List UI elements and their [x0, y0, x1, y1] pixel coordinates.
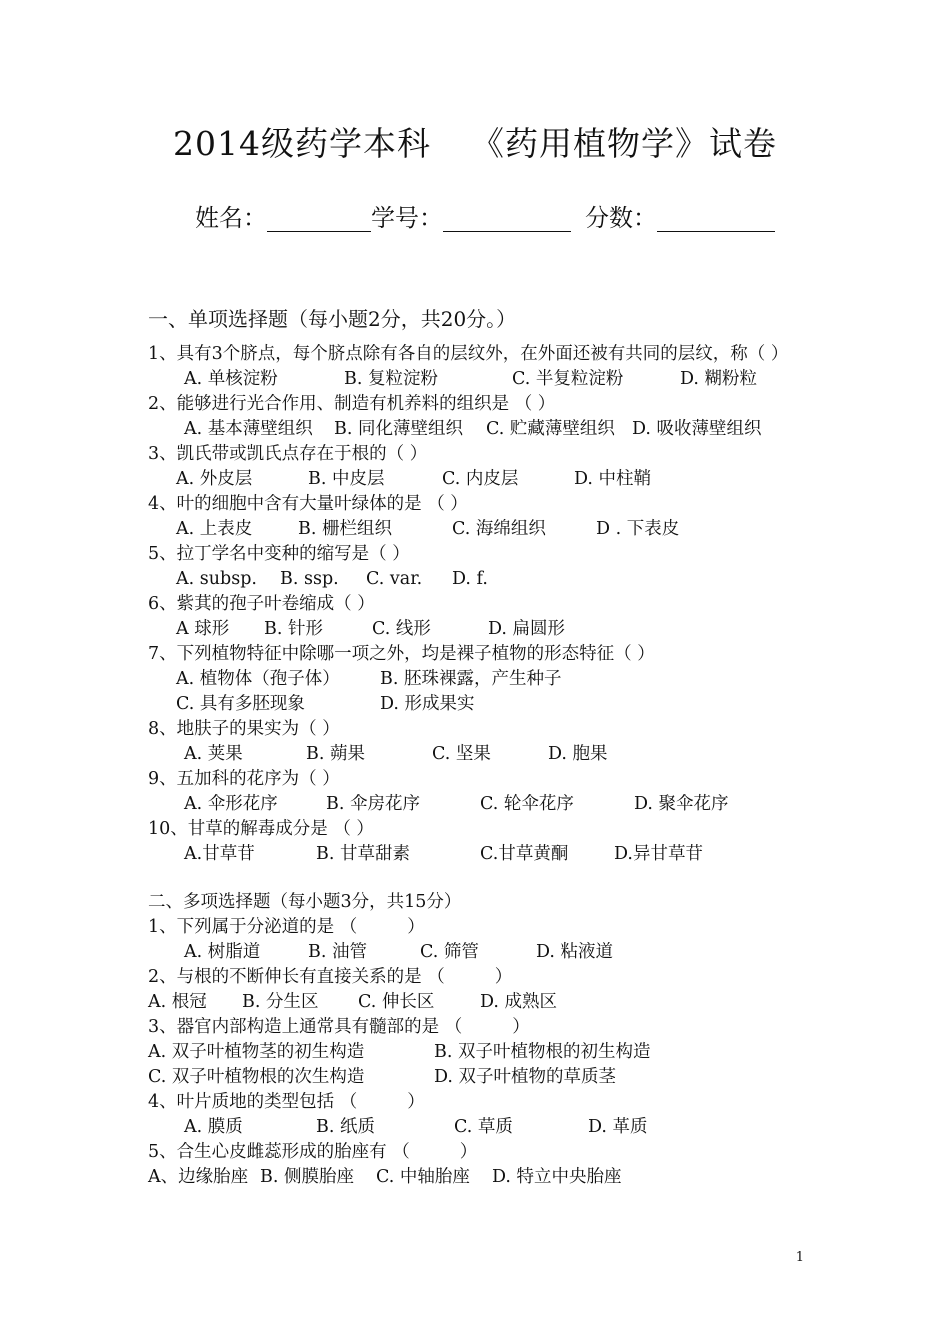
score-blank[interactable] — [657, 207, 775, 232]
option-d: D. 双子叶植物的草质茎 — [434, 1067, 617, 1087]
question-options — [176, 517, 788, 542]
option-b: B. 胚珠裸露，产生种子 — [380, 669, 562, 689]
option-a: A. 伞形花序 — [184, 794, 278, 814]
question-stem: 2、与根的不断伸长有直接关系的是 （ ） — [148, 967, 513, 987]
option-b: B. 双子叶植物根的初生构造 — [434, 1042, 651, 1062]
question-stem: 10、甘草的解毒成分是 （ ） — [148, 819, 374, 839]
question-options — [176, 842, 788, 867]
option-d: D. 聚伞花序 — [634, 794, 729, 814]
option-c: C.甘草黄酮 — [480, 844, 569, 864]
option-a: A. 荚果 — [184, 744, 243, 764]
option-b: B. 伞房花序 — [326, 794, 420, 814]
option-d: D . 下表皮 — [596, 519, 680, 539]
option-d: D. f. — [452, 569, 488, 589]
option-a: A. 植物体（孢子体） — [176, 669, 340, 689]
question-options — [148, 1040, 788, 1065]
question-options — [176, 467, 788, 492]
option-b: B. 栅栏组织 — [298, 519, 392, 539]
option-d: D. 粘液道 — [536, 942, 614, 962]
option-c: C. 伸长区 — [358, 992, 435, 1012]
option-a: A 球形 — [176, 619, 230, 639]
option-c: C. 贮藏薄壁组织 — [486, 419, 615, 439]
option-d: D. 胞果 — [548, 744, 608, 764]
option-a: A. subsp. — [176, 569, 257, 589]
question-stem: 3、器官内部构造上通常具有髓部的是 （ ） — [148, 1017, 530, 1037]
question-stem: 6、紫萁的孢子叶卷缩成（ ） — [148, 594, 375, 614]
student-info-row — [195, 198, 775, 233]
question-stem: 2、能够进行光合作用、制造有机养料的组织是 （ ） — [148, 394, 556, 414]
name-blank[interactable] — [267, 207, 371, 232]
question-options — [176, 692, 788, 717]
question-stem: 9、五加科的花序为（ ） — [148, 769, 340, 789]
question-options — [176, 567, 788, 592]
question-stem: 1、具有3个脐点，每个脐点除有各自的层纹外，在外面还被有共同的层纹，称（ ） — [148, 344, 789, 364]
question-stem: 1、下列属于分泌道的是 （ ） — [148, 917, 425, 937]
option-b: B. 纸质 — [316, 1117, 375, 1137]
option-d: D. 扁圆形 — [488, 619, 566, 639]
question-options — [176, 940, 788, 965]
name-label: 姓名： — [195, 204, 267, 232]
option-d: D. 革质 — [588, 1117, 648, 1137]
page-number: 1 — [795, 1250, 804, 1265]
question-stem: 3、凯氏带或凯氏点存在于根的（ ） — [148, 444, 428, 464]
option-c: C. 双子叶植物根的次生构造 — [148, 1067, 365, 1087]
option-b: B. 中皮层 — [308, 469, 385, 489]
student-id-label: 学号： — [371, 204, 443, 232]
option-b: B. 侧膜胎座 — [260, 1167, 354, 1187]
title-subject: 《药用植物学》试卷 — [470, 124, 777, 163]
question-options — [148, 1165, 788, 1190]
option-c: C. 线形 — [372, 619, 431, 639]
option-a: A. 基本薄壁组织 — [184, 419, 313, 439]
option-a: A. 外皮层 — [176, 469, 253, 489]
option-a: A. 上表皮 — [176, 519, 253, 539]
question-options — [176, 742, 788, 767]
question-stem: 4、叶的细胞中含有大量叶绿体的是 （ ） — [148, 494, 468, 514]
title-course-level: 2014级药学本科 — [173, 124, 431, 163]
question-stem: 7、下列植物特征中除哪一项之外，均是裸子植物的形态特征（ ） — [148, 644, 655, 664]
option-b: B. 油管 — [308, 942, 367, 962]
option-c: C. 轮伞花序 — [480, 794, 574, 814]
question-options — [176, 367, 788, 392]
question-options — [176, 417, 788, 442]
question-options — [176, 667, 788, 692]
option-d: D. 吸收薄壁组织 — [632, 419, 762, 439]
question-stem: 4、叶片质地的类型包括 （ ） — [148, 1092, 425, 1112]
option-a: A、边缘胎座 — [148, 1167, 249, 1187]
section1-heading: 一、单项选择题（每小题2分，共20分。） — [148, 307, 517, 331]
option-a: A. 膜质 — [184, 1117, 243, 1137]
option-d: D. 形成果实 — [380, 694, 475, 714]
option-a: A. 根冠 — [148, 992, 207, 1012]
option-c: C. var. — [366, 569, 423, 589]
option-a: A. 单核淀粉 — [184, 369, 278, 389]
question-stem: 8、地肤子的果实为（ ） — [148, 719, 340, 739]
option-c: C. 海绵组织 — [452, 519, 546, 539]
question-options — [176, 792, 788, 817]
question-options — [148, 1065, 788, 1090]
student-id-blank[interactable] — [443, 207, 571, 232]
option-c: C. 半复粒淀粉 — [512, 369, 624, 389]
question-list — [148, 342, 788, 1190]
option-b: B. ssp. — [280, 569, 339, 589]
option-c: C. 筛管 — [420, 942, 479, 962]
option-b: B. 分生区 — [242, 992, 319, 1012]
section2-heading: 二、多项选择题（每小题3分，共15分） — [148, 892, 462, 912]
option-c: C. 具有多胚现象 — [176, 694, 305, 714]
option-b: B. 复粒淀粉 — [344, 369, 438, 389]
option-d: D. 特立中央胎座 — [492, 1167, 622, 1187]
option-a: A.甘草苷 — [184, 844, 255, 864]
option-c: C. 坚果 — [432, 744, 491, 764]
question-options — [176, 1115, 788, 1140]
option-d: D. 糊粉粒 — [680, 369, 758, 389]
option-a: A. 双子叶植物茎的初生构造 — [148, 1042, 365, 1062]
option-d: D. 中柱鞘 — [574, 469, 652, 489]
score-label: 分数： — [585, 204, 657, 232]
option-c: C. 草质 — [454, 1117, 513, 1137]
question-options — [148, 990, 788, 1015]
question-stem: 5、拉丁学名中变种的缩写是（ ） — [148, 544, 410, 564]
option-b: B. 针形 — [264, 619, 323, 639]
option-c: C. 中轴胎座 — [376, 1167, 470, 1187]
option-d: D.异甘草苷 — [614, 844, 703, 864]
exam-title — [0, 118, 950, 165]
option-b: B. 同化薄壁组织 — [334, 419, 463, 439]
question-options — [176, 617, 788, 642]
option-b: B. 蒴果 — [306, 744, 365, 764]
option-d: D. 成熟区 — [480, 992, 558, 1012]
option-b: B. 甘草甜素 — [316, 844, 410, 864]
question-stem: 5、合生心皮雌蕊形成的胎座有 （ ） — [148, 1142, 478, 1162]
option-c: C. 内皮层 — [442, 469, 519, 489]
option-a: A. 树脂道 — [184, 942, 261, 962]
